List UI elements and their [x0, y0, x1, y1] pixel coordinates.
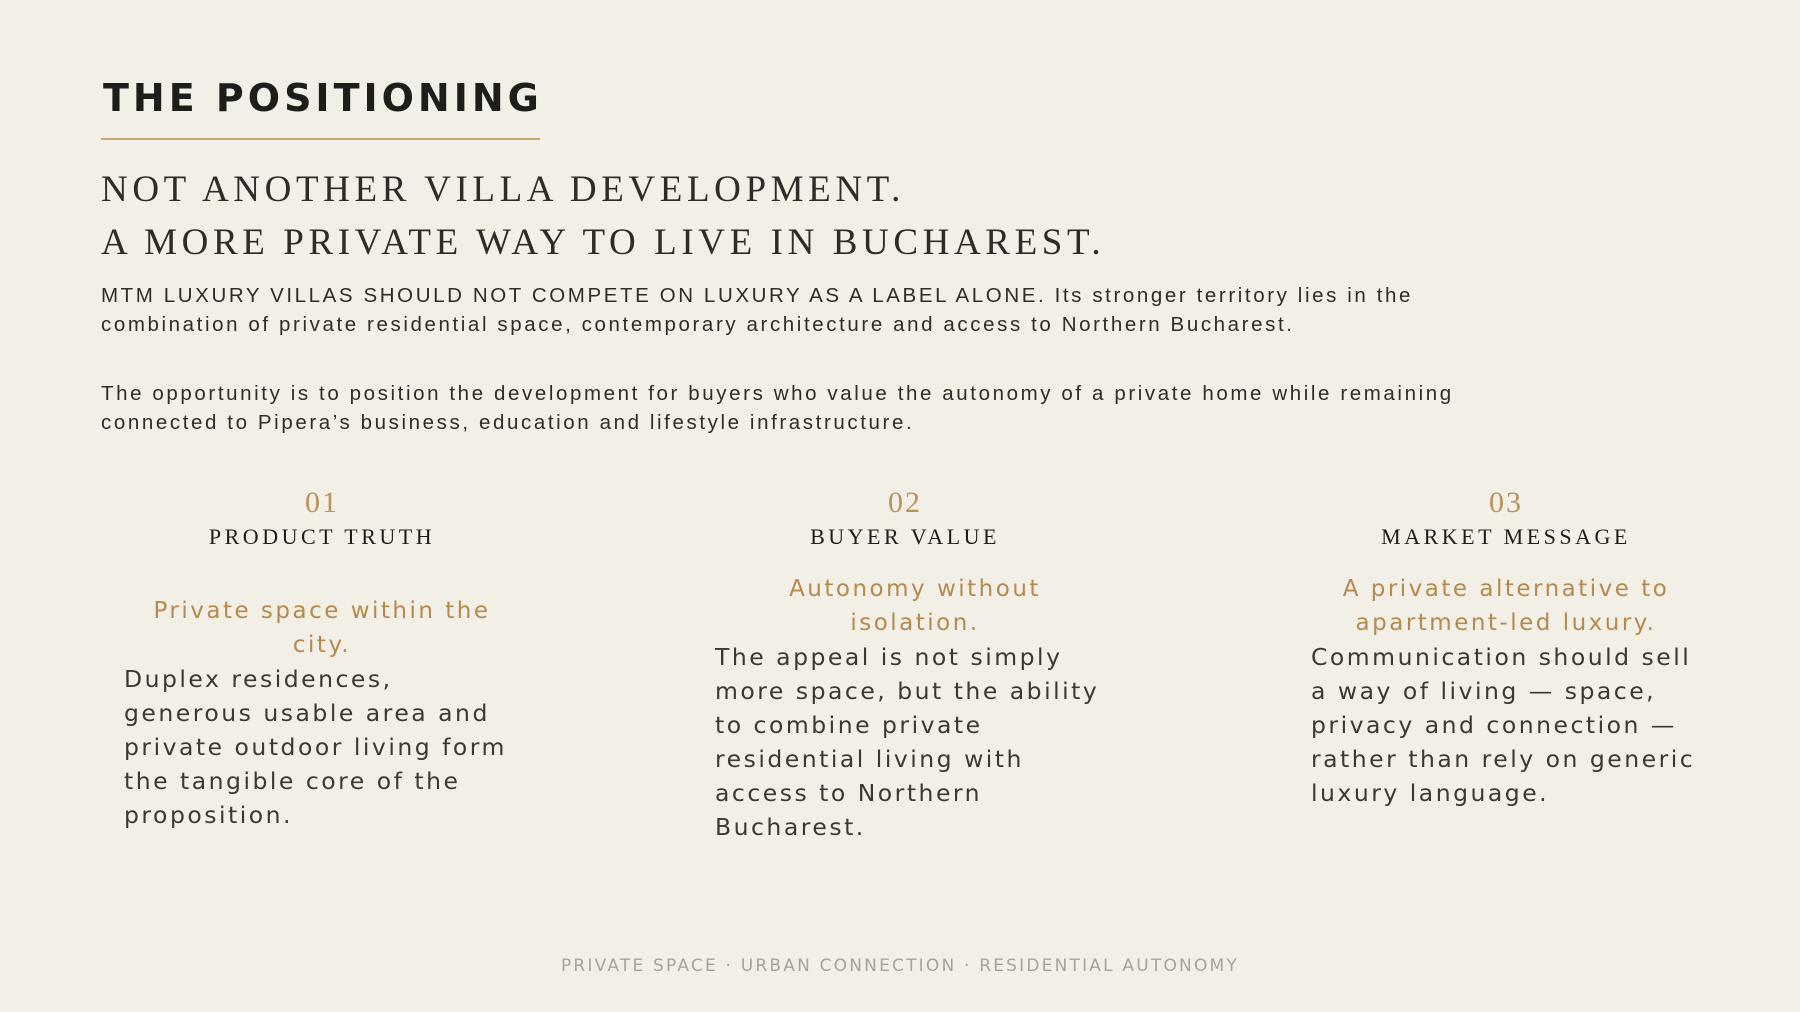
column-lead-market-message: A private alternative to apartment-led luxury.	[1342, 576, 1670, 636]
headline-line-2: A MORE PRIVATE WAY TO LIVE IN BUCHAREST.	[101, 222, 1106, 263]
column-buyer-value	[789, 485, 1021, 552]
column-label: BUYER VALUE	[810, 524, 1000, 549]
title-underline	[101, 138, 540, 140]
section-title: THE POSITIONING	[103, 76, 543, 120]
intro-paragraph-1: MTM LUXURY VILLAS SHOULD NOT COMPETE ON LUXURY AS A LABEL ALONE. Its stronger territory lies in the combination of private residential space, contemporary architecture and access to Northern Bucharest.	[101, 284, 1413, 336]
column-body-market-message: Communication should sell a way of living — space, privacy and connection — rather than rely on generic luxury language.	[1311, 643, 1696, 807]
intro-paragraph-2: The opportunity is to position the development for buyers who value the autonomy of a private home while remaining connected to Pipera’s business, education and lifestyle infrastructure.	[101, 382, 1454, 434]
headline-line-1: NOT ANOTHER VILLA DEVELOPMENT.	[101, 169, 905, 210]
column-number: 03	[1489, 486, 1523, 519]
column-label: PRODUCT TRUTH	[208, 524, 436, 549]
column-number: 02	[888, 486, 922, 519]
column-body-buyer-value: The appeal is not simply more space, but the ability to combine private residential living with access to Northern Bucharest.	[715, 643, 1100, 841]
column-label: MARKET MESSAGE	[1381, 524, 1631, 549]
column-product-truth	[200, 485, 444, 552]
column-body-product-truth: Duplex residences, generous usable area and private outdoor living form the tangible core of the proposition.	[124, 665, 507, 829]
column-lead-buyer-value: Autonomy without isolation.	[789, 576, 1041, 636]
column-number: 01	[305, 486, 339, 519]
headline	[101, 163, 1105, 269]
column-lead-product-truth: Private space within the city.	[153, 598, 491, 658]
column-market-message	[1368, 485, 1644, 552]
footer-tagline: PRIVATE SPACE · URBAN CONNECTION · RESIDENTIAL AUTONOMY	[560, 956, 1240, 976]
